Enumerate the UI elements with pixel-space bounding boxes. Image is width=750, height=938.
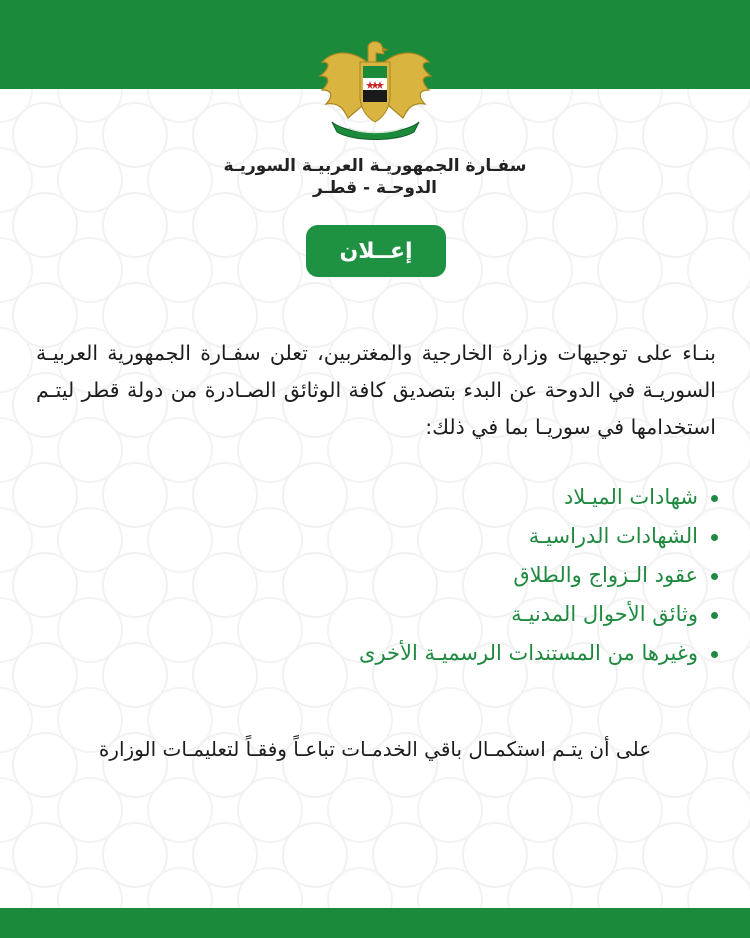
bullet-icon: [711, 651, 718, 658]
bullet-icon: [711, 534, 718, 541]
announcement-label: إعــلان: [339, 238, 413, 264]
embassy-name: سفـارة الجمهوريـة العربيـة السوريـة: [223, 156, 527, 176]
footer-note: على أن يتـم استكمـال باقي الخدمـات تباعـاً وفقـاً لتعليمـات الوزارة: [98, 737, 652, 761]
bottom-green-bar: [0, 908, 750, 938]
embassy-location: الدوحـة - قطـر: [313, 178, 437, 198]
bullet-icon: [711, 573, 718, 580]
list-item: عقود الـزواج والطلاق: [300, 556, 720, 595]
list-item: الشهادات الدراسيـة: [300, 517, 720, 556]
syrian-eagle-emblem-icon: [318, 40, 433, 142]
list-item: شهادات الميـلاد: [300, 478, 720, 517]
documents-list: [300, 478, 720, 673]
announcement-paragraph: بنـاء على توجيهات وزارة الخارجية والمغتربين، تعلن سفـارة الجمهورية العربيـة السوريـة في الدوحة عن البدء بتصديق كافة الوثائق الصـادرة من دولة قطر ليتـم استخدامها في سوريـا بما في ذلك:: [36, 341, 716, 439]
bullet-icon: [711, 612, 718, 619]
announcement-badge: [306, 225, 446, 277]
bullet-icon: [711, 495, 718, 502]
list-item: وثائق الأحوال المدنيـة: [300, 595, 720, 634]
list-item: وغيرها من المستندات الرسميـة الأخرى: [300, 634, 720, 673]
